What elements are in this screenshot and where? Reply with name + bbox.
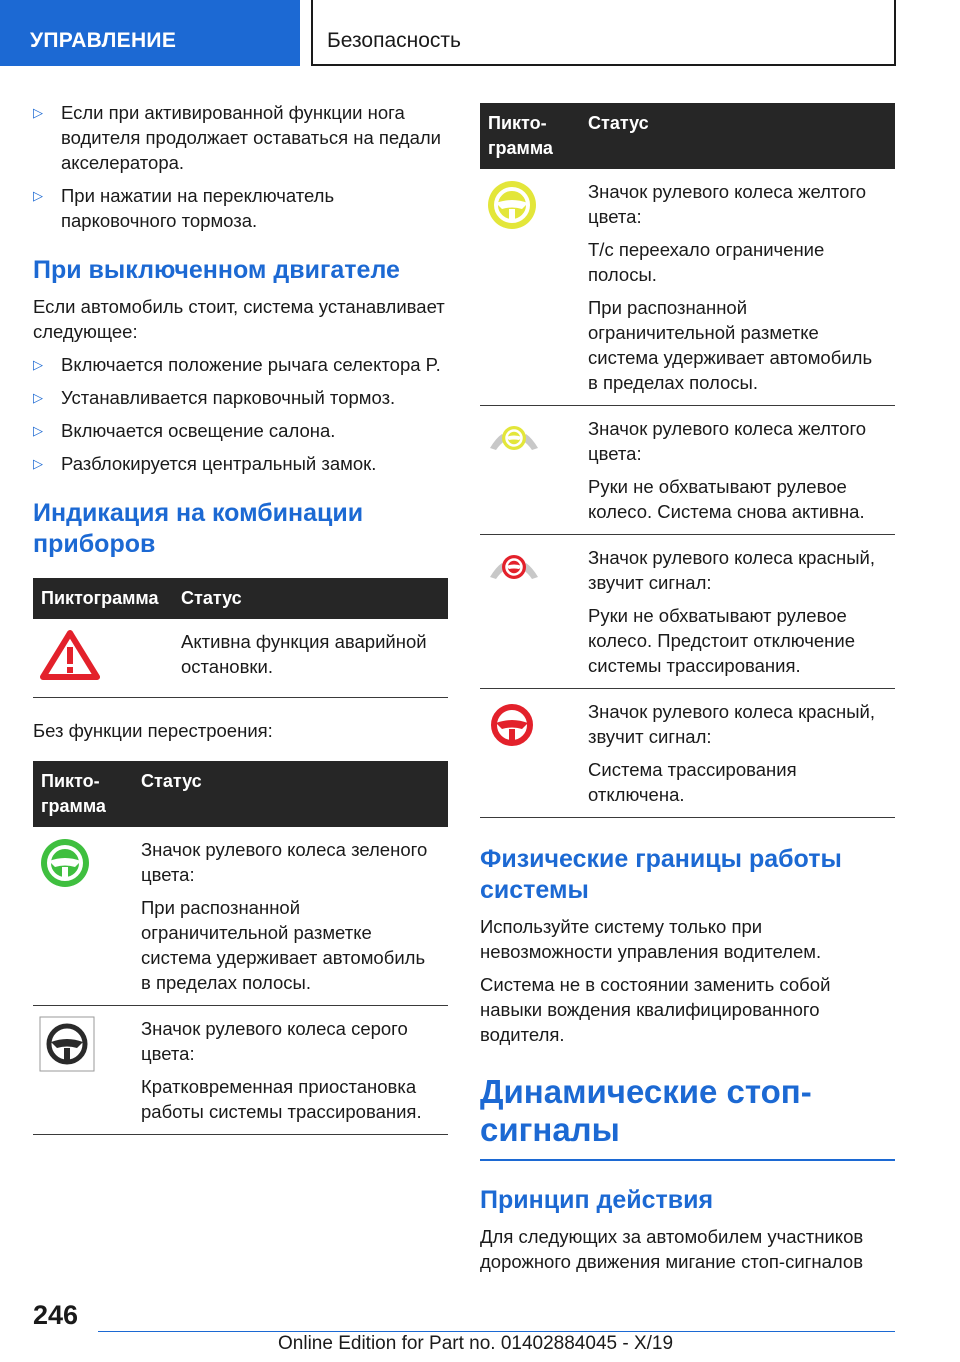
table-cell-status [133,827,448,1006]
steering-wheel-red-hands-icon [486,545,542,585]
table-cell-icon [480,169,580,406]
status-text: Кратковременная приостановка работы системы трассирования. [141,1076,422,1122]
status-text: При распознанной ограничительной разметке система удерживает автомобиль в пределах полосы. [588,297,873,393]
steering-wheel-grey-icon [39,1016,95,1072]
status-text: Значок рулевого колеса желтого цвета: [588,181,867,227]
table-header-status: Статус [133,761,448,827]
header-section: УПРАВЛЕНИЕ [30,29,177,52]
table-cell-icon [480,535,580,689]
bullet-item: ▷ Устанавливается парковочный тормоз. [33,385,448,410]
bullet-item: ▷ Включается положение рычага селектора P. [33,352,448,377]
table-cell-status [580,406,895,535]
table-row [480,169,895,406]
table-row [33,619,448,698]
table-header-row [33,578,448,619]
status-text: Значок рулевого колеса желтого цвета: [588,418,867,464]
table-header-status: Статус [173,578,448,619]
status-text: Т/с переехало ограничение полосы. [588,239,825,285]
heading-limits: Физические границы работы системы [480,845,842,904]
table-cell-icon [33,1006,133,1135]
bullet-item: ▷ При нажатии на переключатель парковочного тормоза. [33,183,448,233]
status-text: Руки не обхватывают рулевое колесо. Система снова активна. [588,476,865,522]
table-header-icon: Пикто-грамма [33,761,133,827]
table-row [480,689,895,818]
status-text: Значок рулевого колеса красный, звучит сигнал: [588,701,875,747]
status-text: Значок рулевого колеса красный, звучит сигнал: [588,547,875,593]
status-text: При распознанной ограничительной разметке система удерживает автомобиль в пределах полосы. [141,897,426,993]
table-emergency [33,578,448,698]
footer-divider [98,1331,895,1332]
table-row [33,1006,448,1135]
table-cell-status [580,535,895,689]
table-header-row [33,761,448,827]
page-number: 246 [33,1300,79,1330]
status-text: Значок рулевого колеса серого цвета: [141,1018,408,1064]
table-lane-keeping-continued [480,103,895,818]
header-section-tab [0,0,300,66]
status-text: Система трассирования отключена. [588,759,797,805]
table-header-row [480,103,895,169]
paragraph-principle: Для следующих за автомобилем участников дорожного движения мигание стоп-сигналов [480,1226,864,1272]
heading-principle: Принцип действия [480,1186,714,1214]
table-cell-status [580,169,895,406]
bullet-item: ▷ Включается освещение салона. [33,418,448,443]
table-header-icon: Пиктограмма [33,578,173,619]
right-column [480,100,895,1282]
steering-wheel-yellow-icon [486,179,538,231]
table-header-icon: Пикто-грамма [480,103,580,169]
table-cell-status [580,689,895,818]
heading-indication: Индикация на комбинации приборов [33,499,364,558]
bullet-item: ▷ Разблокируется центральный замок. [33,451,448,476]
steering-wheel-green-icon [39,837,91,889]
left-column [33,100,448,1145]
paragraph-limits-1: Используйте систему только при невозможности управления водителем. [480,916,822,962]
table-row [480,535,895,689]
table-header-status: Статус [580,103,895,169]
paragraph-limits-2: Система не в состоянии заменить собой навыки вождения квалифицированного водителя. [480,974,831,1045]
paragraph-no-lane: Без функции перестроения: [33,720,273,741]
header-title-box [311,0,896,66]
steering-wheel-yellow-hands-icon [486,416,542,456]
header-title: Безопасность [327,29,461,52]
paragraph-engine-off: Если автомобиль стоит, система устанавливает следующее: [33,296,445,342]
status-text: Руки не обхватывают рулевое колесо. Предстоит отключение системы трассирования. [588,605,855,676]
table-lane-keeping [33,761,448,1135]
table-cell-icon [480,406,580,535]
heading-engine-off: При выключенном двигателе [33,256,400,284]
footer-edition: Online Edition for Part no. 01402884045 - X/19 [278,1333,674,1354]
status-text: Активна функция аварийной остановки. [181,631,427,677]
table-row [33,827,448,1006]
table-cell-icon [33,619,173,698]
table-cell-icon [33,827,133,1006]
bullet-item: ▷ Если при активированной функции нога водителя продолжает оставаться на педали акселератора. [33,100,448,175]
table-row [480,406,895,535]
steering-wheel-red-icon [486,699,538,751]
warning-triangle-icon [39,629,101,681]
table-cell-status [173,619,448,698]
table-cell-status [133,1006,448,1135]
table-cell-icon [480,689,580,818]
heading-dynamic-brake-lights: Динамические стоп-сигналы [480,1073,895,1161]
status-text: Значок рулевого колеса зеленого цвета: [141,839,428,885]
